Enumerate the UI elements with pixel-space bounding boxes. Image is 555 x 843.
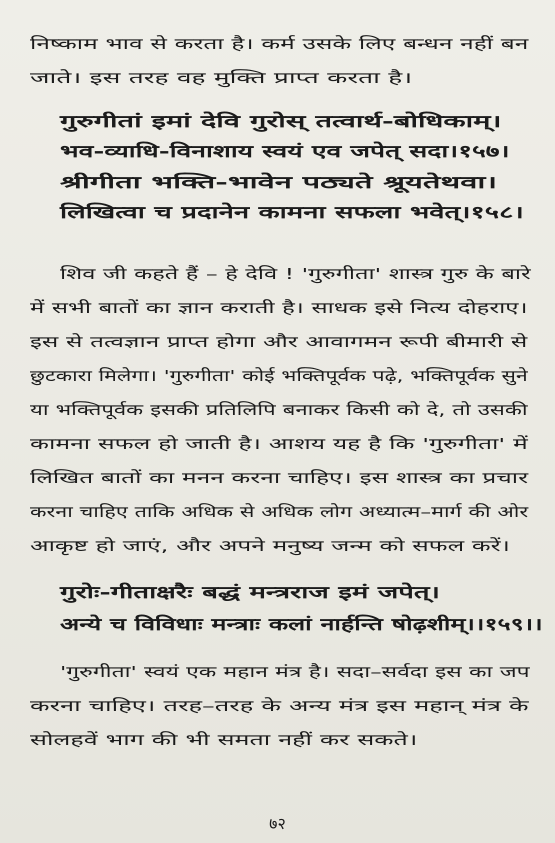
page-number: ७२ <box>269 814 286 833</box>
paragraph-2-line-6: कामना सफल हो जाती है। आशय यह है कि 'गुरुगीता' में <box>30 435 528 453</box>
paragraph-1-line-1: निष्काम भाव से करता है। कर्म उसके लिए बन्धन नहीं बन <box>30 35 529 53</box>
paragraph-1-line-2: जाते। इस तरह वह मुक्ति प्राप्त करता है। <box>30 69 413 87</box>
paragraph-3-line-2: करना चाहिए। तरह–तरह के अन्य मंत्र इस महान् मंत्र के <box>30 697 529 715</box>
paragraph-3-line-3: सोलहवें भाग की भी समता नहीं कर सकते। <box>30 731 418 749</box>
verse-157-line-2: भव-व्याधि-विनाशाय स्वयं एव जपेत् सदा।१५७। <box>60 142 510 162</box>
paragraph-2-line-4: छुटकारा मिलेगा। 'गुरुगीता' कोई भक्तिपूर्वक पढ़े, भक्तिपूर्वक सुने <box>30 367 528 385</box>
paragraph-2-line-2: में सभी बातों का ज्ञान कराती है। साधक इसे नित्य दोहराए। <box>30 299 528 317</box>
paragraph-2-line-1: शिव जी कहते हैं – हे देवि ! 'गुरुगीता' शास्त्र गुरु के बारे <box>60 265 531 283</box>
paragraph-2-line-5: या भक्तिपूर्वक इसकी प्रतिलिपि बनाकर किसी को दे, तो उसकी <box>30 401 528 419</box>
paragraph-2-line-3: इस से तत्वज्ञान प्राप्त होगा और आवागमन रूपी बीमारी से <box>30 333 528 351</box>
paragraph-2-line-9: आकृष्ट हो जाएं, और अपने मनुष्य जन्म को सफल करें। <box>30 537 510 555</box>
verse-159-line-1: गुरोः-गीताक्षरैः बद्धं मन्त्रराज इमं जपेत्। <box>60 583 440 603</box>
paragraph-2-line-8: करना चाहिए ताकि अधिक से अधिक लोग अध्यात्म–मार्ग की ओर <box>30 503 529 521</box>
paragraph-2-line-7: लिखित बातों का मनन करना चाहिए। इस शास्त्र का प्रचार <box>30 469 529 487</box>
verse-158-line-2: लिखित्वा च प्रदानेन कामना सफला भवेत्।१५८। <box>60 203 524 223</box>
verse-159-line-2: अन्ये च विविधाः मन्त्राः कलां नार्हन्ति षोढ़शीम्।।१५९।। <box>60 615 543 635</box>
verse-158-line-1: श्रीगीता भक्ति-भावेन पठ्यते श्रूयतेथवा। <box>60 173 497 193</box>
paragraph-3-line-1: 'गुरुगीता' स्वयं एक महान मंत्र है। सदा–सर्वदा इस का जप <box>60 663 530 681</box>
verse-157-line-1: गुरुगीतां इमां देवि गुरोस् तत्वार्थ-बोधिकाम्। <box>60 112 502 132</box>
